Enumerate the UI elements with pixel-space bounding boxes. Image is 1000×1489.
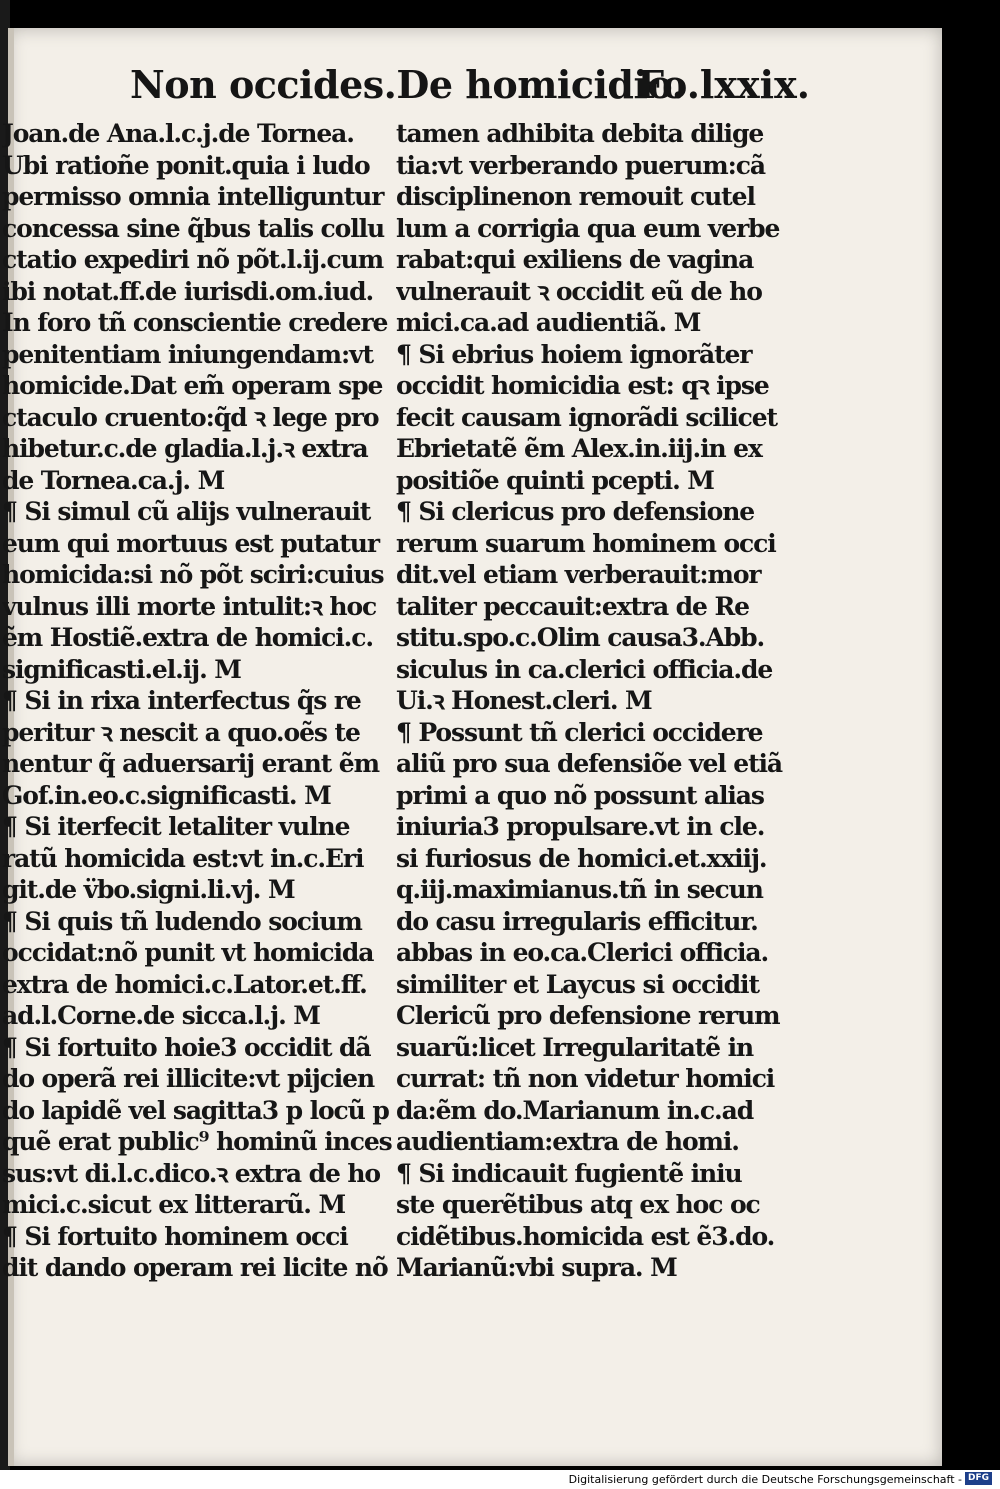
- running-header: [112, 62, 810, 114]
- text-line: iniuria3 propulsare.vt in cle.: [396, 812, 765, 841]
- text-line: extra de homici.c.Lator.et.ff.: [2, 969, 367, 999]
- text-line: disciplinenon remouit cutel: [396, 182, 755, 211]
- text-line: concessa sine q̃bus talis collu: [2, 213, 385, 243]
- text-line: ratũ homicida est:vt in.c.Eri: [2, 843, 364, 873]
- text-column-left: [2, 118, 394, 1284]
- text-column-right: [396, 118, 788, 1284]
- text-line: taliter peccauit:extra de Re: [396, 591, 749, 621]
- text-line: Gof.in.eo.c.significasti. M: [2, 780, 331, 810]
- text-line: rabat:qui exiliens de vagina: [396, 245, 754, 274]
- text-line: ad.l.Corne.de sicca.l.j. M: [2, 1001, 320, 1030]
- text-line: ctaculo cruento:q̃d ꝛ lege pro: [2, 402, 379, 432]
- text-line: quẽ erat public⁹ hominũ inces: [2, 1127, 392, 1156]
- text-line: sus:vt di.l.c.dico.ꝛ extra de ho: [2, 1158, 381, 1188]
- text-line: aliũ pro sua defensiõe vel etiã: [396, 749, 783, 778]
- text-line: vulnerauit ꝛ occidit eũ de ho: [396, 276, 762, 306]
- text-line: tia:vt verberando puerum:cã: [396, 150, 765, 180]
- text-line: git.de v̈bo.signi.li.vj. M: [2, 875, 295, 904]
- text-line: siculus in ca.clerici officia.de: [396, 654, 773, 684]
- text-line: ¶ Si in rixa interfectus q̃s re: [2, 686, 361, 715]
- text-line: abbas in eo.ca.Clerici officia.: [396, 938, 769, 967]
- text-line: Ubi ratioñe ponit.quia i ludo: [2, 150, 370, 180]
- text-line: de Tornea.ca.j. M: [2, 465, 225, 495]
- text-line: mici.ca.ad audientiã. M: [396, 308, 701, 337]
- text-line: occidit homicidia est: qꝛ ipse: [396, 371, 769, 400]
- text-line: audientiam:extra de homi.: [396, 1127, 739, 1156]
- text-line: do casu irregularis efficitur.: [396, 906, 758, 936]
- text-line: ¶ Si fortuito hoie3 occidit dã: [2, 1032, 371, 1062]
- text-line: permisso omnia intelliguntur: [2, 182, 384, 211]
- text-line: rerum suarum hominem occi: [396, 528, 776, 558]
- text-line: peritur ꝛ nescit a quo.oẽs te: [2, 717, 360, 747]
- folio-number: Fo.lxxix.: [637, 62, 810, 107]
- text-line: do lapidẽ vel sagitta3 p locũ p: [2, 1095, 389, 1125]
- text-line: ste querẽtibus atq ex hoc oc: [396, 1190, 760, 1219]
- text-line: ctatio expediri nõ põt.l.ij.cum: [2, 245, 384, 274]
- text-line: lum a corrigia qua eum verbe: [396, 213, 780, 243]
- text-line: ¶ Si iterfecit letaliter vulne: [2, 812, 350, 841]
- text-line: In foro tñ conscientie credere: [2, 308, 388, 337]
- text-line: mici.c.sicut ex litterarũ. M: [2, 1190, 346, 1219]
- text-line: homicida:si nõ põt sciri:cuius: [2, 560, 384, 589]
- text-line: Clericũ pro defensione rerum: [396, 1001, 780, 1030]
- text-line: da:ẽm do.Marianum in.c.ad: [396, 1095, 754, 1125]
- text-line: ibi notat.ff.de iurisdi.om.iud.: [2, 276, 374, 306]
- text-line: nentur q̃ aduersarij erant ẽm: [2, 749, 379, 778]
- funding-credit: Digitalisierung gefördert durch die Deutsche Forschungsgemeinschaft -: [568, 1473, 962, 1486]
- text-line: stitu.spo.c.Olim causa3.Abb.: [396, 623, 765, 652]
- text-line: fecit causam ignorãdi scilicet: [396, 402, 778, 432]
- text-line: eum qui mortuus est putatur: [2, 528, 379, 558]
- text-line: si furiosus de homici.et.xxiij.: [396, 843, 767, 873]
- text-line: Ebrietatẽ ẽm Alex.in.iij.in ex: [396, 434, 762, 463]
- text-line: vulnus illi morte intulit:ꝛ hoc: [2, 591, 377, 621]
- text-line: primi a quo nõ possunt alias: [396, 780, 764, 810]
- text-line: ¶ Si indicauit fugientẽ iniu: [396, 1158, 742, 1188]
- text-line: suarũ:licet Irregularitatẽ in: [396, 1032, 754, 1062]
- text-line: currat: tñ non videtur homici: [396, 1064, 775, 1093]
- text-line: q.iij.maximianus.tñ in secun: [396, 875, 763, 904]
- text-line: similiter et Laycus si occidit: [396, 969, 759, 999]
- text-line: hibetur.c.de gladia.l.j.ꝛ extra: [2, 434, 368, 463]
- dfg-logo: DFG: [965, 1472, 992, 1485]
- text-line: ¶ Si fortuito hominem occi: [2, 1221, 348, 1251]
- text-line: ¶ Si ebrius hoiem ignorãter: [396, 339, 752, 369]
- text-line: penitentiam iniungendam:vt: [2, 339, 374, 369]
- text-line: Marianũ:vbi supra. M: [396, 1253, 677, 1282]
- running-title: Non occides.De homicidio.: [130, 62, 685, 107]
- text-line: ¶ Si simul cũ alijs vulnerauit: [2, 497, 371, 526]
- text-line: ¶ Si clericus pro defensione: [396, 497, 755, 526]
- text-line: dit.vel etiam verberauit:mor: [396, 560, 761, 589]
- text-line: significasti.el.ij. M: [2, 654, 241, 684]
- text-line: occidat:nõ punit vt homicida: [2, 938, 374, 967]
- digitization-footer: [0, 1470, 1000, 1489]
- text-line: homicide.Dat em̃ operam spe: [2, 371, 383, 400]
- text-line: ẽm Hostiẽ.extra de homici.c.: [2, 623, 373, 652]
- text-line: positiõe quinti pcepti. M: [396, 465, 714, 495]
- text-line: ¶ Si quis tñ ludendo socium: [2, 906, 362, 936]
- text-line: cidẽtibus.homicida est ẽ3.do.: [396, 1221, 775, 1251]
- text-line: Joan.de Ana.l.c.j.de Tornea.: [2, 119, 354, 148]
- text-line: tamen adhibita debita dilige: [396, 119, 764, 148]
- text-line: dit dando operam rei licite nõ: [2, 1253, 388, 1282]
- text-line: ¶ Possunt tñ clerici occidere: [396, 717, 763, 747]
- text-line: Ui.ꝛ Honest.cleri. M: [396, 686, 652, 715]
- text-line: do operã rei illicite:vt pijcien: [2, 1064, 375, 1093]
